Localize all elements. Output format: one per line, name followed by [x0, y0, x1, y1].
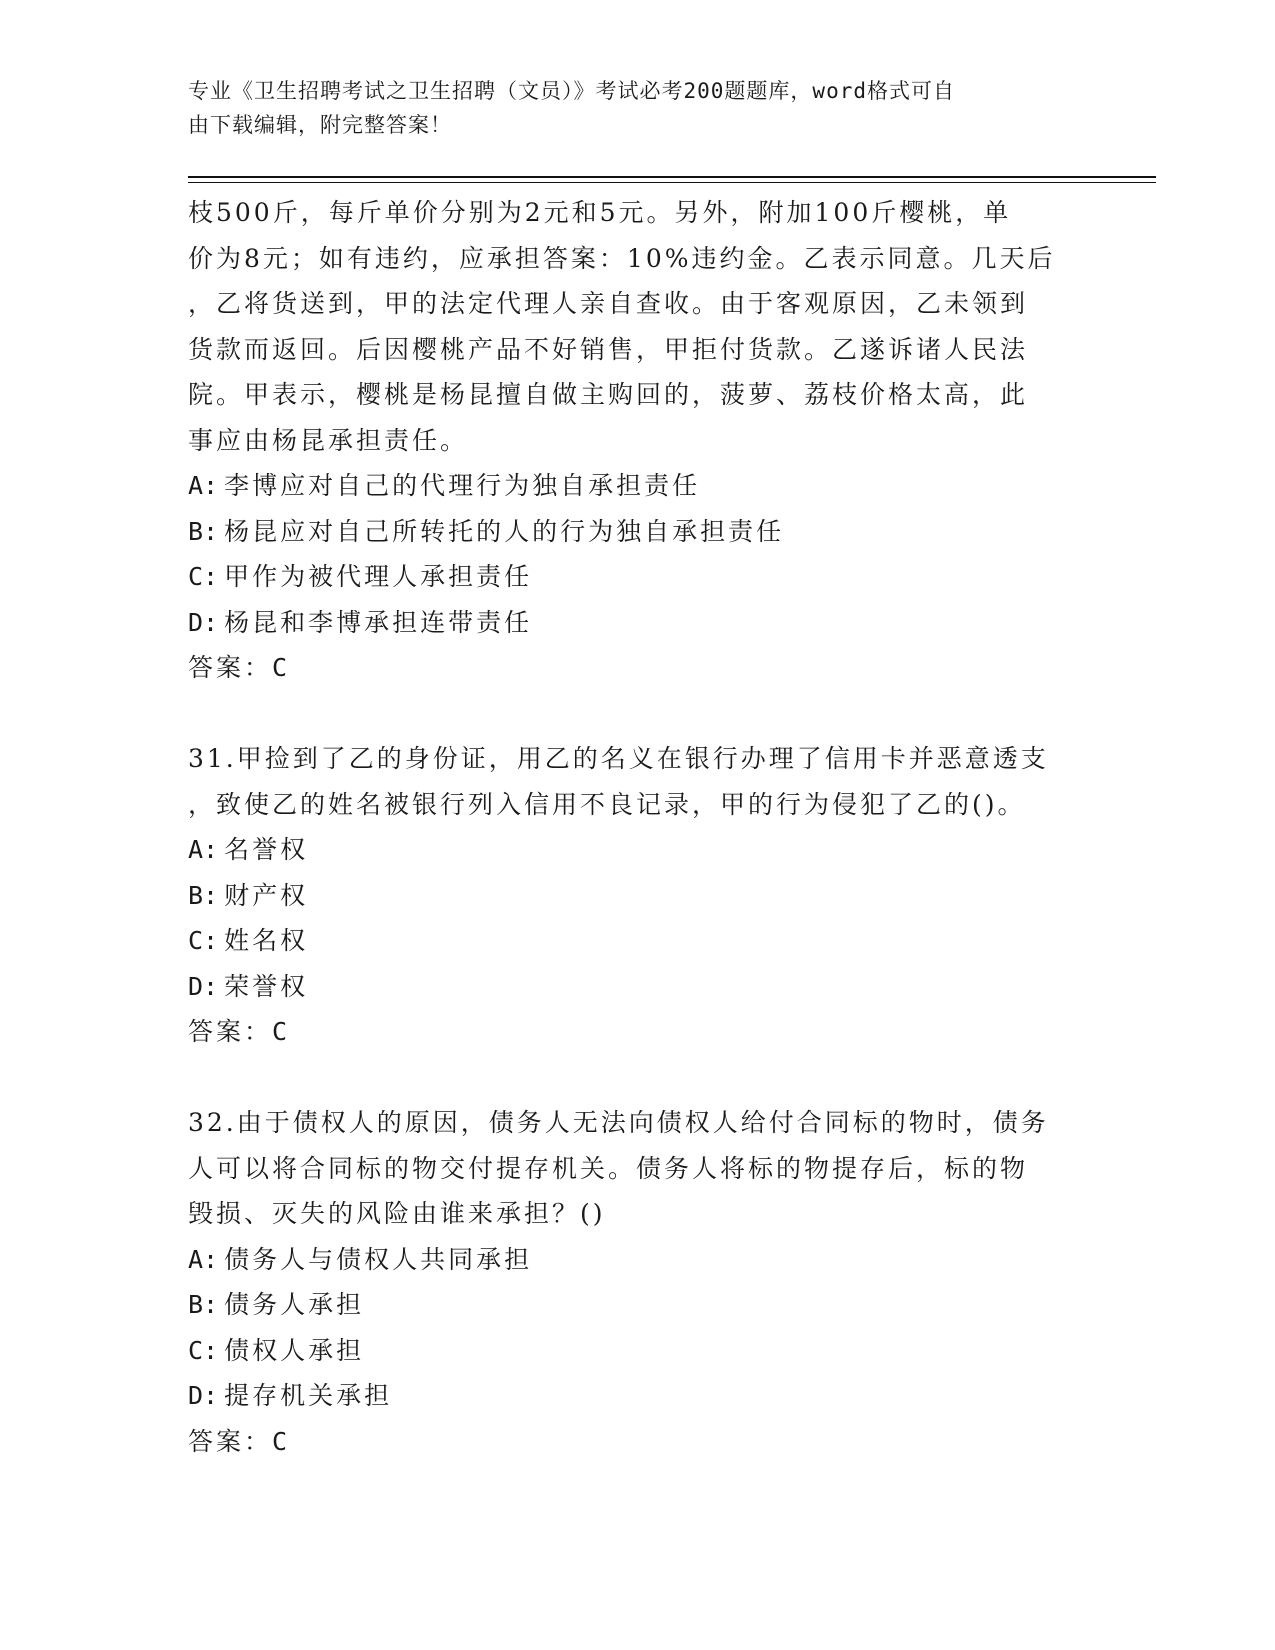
- option-key: D:: [188, 971, 219, 1001]
- option-a: [188, 463, 1088, 509]
- answer-label: 答案：: [188, 1017, 273, 1046]
- option-d: [188, 1373, 1088, 1419]
- question-text-line: 32.由于债权人的原因，债务人无法向债权人给付合同标的物时，债务: [188, 1108, 1049, 1137]
- option-key: C:: [188, 1335, 219, 1365]
- option-key: C:: [188, 562, 219, 591]
- option-text: 姓名权: [224, 926, 309, 955]
- question-text-line: 31.甲捡到了乙的身份证，用乙的名义在银行办理了信用卡并恶意透支: [188, 744, 1049, 773]
- option-key: C:: [188, 926, 219, 955]
- question-text-line: 人可以将合同标的物交付提存机关。债务人将标的物提存后，标的物: [188, 1153, 1029, 1183]
- question-spacer: [188, 691, 1088, 737]
- option-text: 提存机关承担: [224, 1381, 393, 1410]
- question-text-line: 毁损、灭失的风险由谁来承担？(): [188, 1199, 606, 1228]
- option-text: 甲作为被代理人承担责任: [224, 562, 533, 591]
- question-text-line: 枝500斤，每斤单价分别为2元和5元。另外，附加100斤樱桃，单: [188, 198, 1012, 227]
- option-text: 李博应对自己的代理行为独自承担责任: [224, 471, 701, 500]
- answer-value: C: [272, 653, 288, 682]
- option-a: [188, 1237, 1088, 1283]
- option-b: [188, 1282, 1088, 1328]
- option-text: 财产权: [224, 880, 309, 910]
- option-c: [188, 918, 1088, 964]
- option-text: 荣誉权: [224, 971, 309, 1001]
- header-line-1: 专业《卫生招聘考试之卫生招聘（文员）》考试必考200题题库，word格式可自: [188, 79, 955, 103]
- option-c: [188, 1328, 1088, 1374]
- option-key: A:: [188, 835, 219, 864]
- question-text-line: 价为8元；如有违约，应承担答案：10%违约金。乙表示同意。几天后: [188, 243, 1056, 273]
- option-key: A:: [188, 471, 219, 500]
- question-31: [188, 736, 1088, 1055]
- answer-line: [188, 1009, 1088, 1055]
- option-key: B:: [188, 880, 219, 910]
- option-key: B:: [188, 1290, 219, 1319]
- header-line-2: 由下载编辑，附完整答案！: [188, 113, 452, 137]
- option-text: 债权人承担: [224, 1335, 365, 1365]
- question-text-line: ，致使乙的姓名被银行列入信用不良记录，甲的行为侵犯了乙的()。: [188, 789, 1026, 819]
- header-rule-thick: [188, 176, 1156, 178]
- answer-value: C: [272, 1017, 288, 1046]
- question-text-line: ，乙将货送到，甲的法定代理人亲自查收。由于客观原因，乙未领到: [188, 289, 1029, 318]
- question-text-line: 事应由杨昆承担责任。: [188, 425, 469, 455]
- option-key: D:: [188, 607, 219, 637]
- option-text: 杨昆应对自己所转托的人的行为独自承担责任: [224, 516, 785, 546]
- question-32: [188, 1100, 1088, 1464]
- answer-value: C: [272, 1426, 288, 1456]
- answer-label: 答案：: [188, 1426, 273, 1456]
- option-text: 债务人承担: [224, 1290, 365, 1319]
- option-key: B:: [188, 516, 219, 546]
- question-content: [188, 190, 1088, 1464]
- answer-label: 答案：: [188, 653, 273, 682]
- option-key: D:: [188, 1381, 219, 1410]
- option-d: [188, 964, 1088, 1010]
- option-text: 杨昆和李博承担连带责任: [224, 607, 533, 637]
- option-key: A:: [188, 1244, 219, 1274]
- question-30: [188, 190, 1088, 691]
- question-text-line: 院。甲表示，樱桃是杨昆擅自做主购回的，菠萝、荔枝价格太高，此: [188, 380, 1029, 409]
- option-b: [188, 873, 1088, 919]
- question-spacer: [188, 1055, 1088, 1101]
- option-a: [188, 827, 1088, 873]
- header-rule-thin: [188, 182, 1156, 183]
- answer-line: [188, 645, 1088, 691]
- answer-line: [188, 1419, 1088, 1465]
- option-c: [188, 554, 1088, 600]
- option-text: 债务人与债权人共同承担: [224, 1244, 533, 1274]
- question-text-line: 货款而返回。后因樱桃产品不好销售，甲拒付货款。乙遂诉诸人民法: [188, 334, 1029, 364]
- option-b: [188, 509, 1088, 555]
- option-text: 名誉权: [224, 835, 309, 864]
- option-d: [188, 600, 1088, 646]
- page-header: [188, 74, 1068, 142]
